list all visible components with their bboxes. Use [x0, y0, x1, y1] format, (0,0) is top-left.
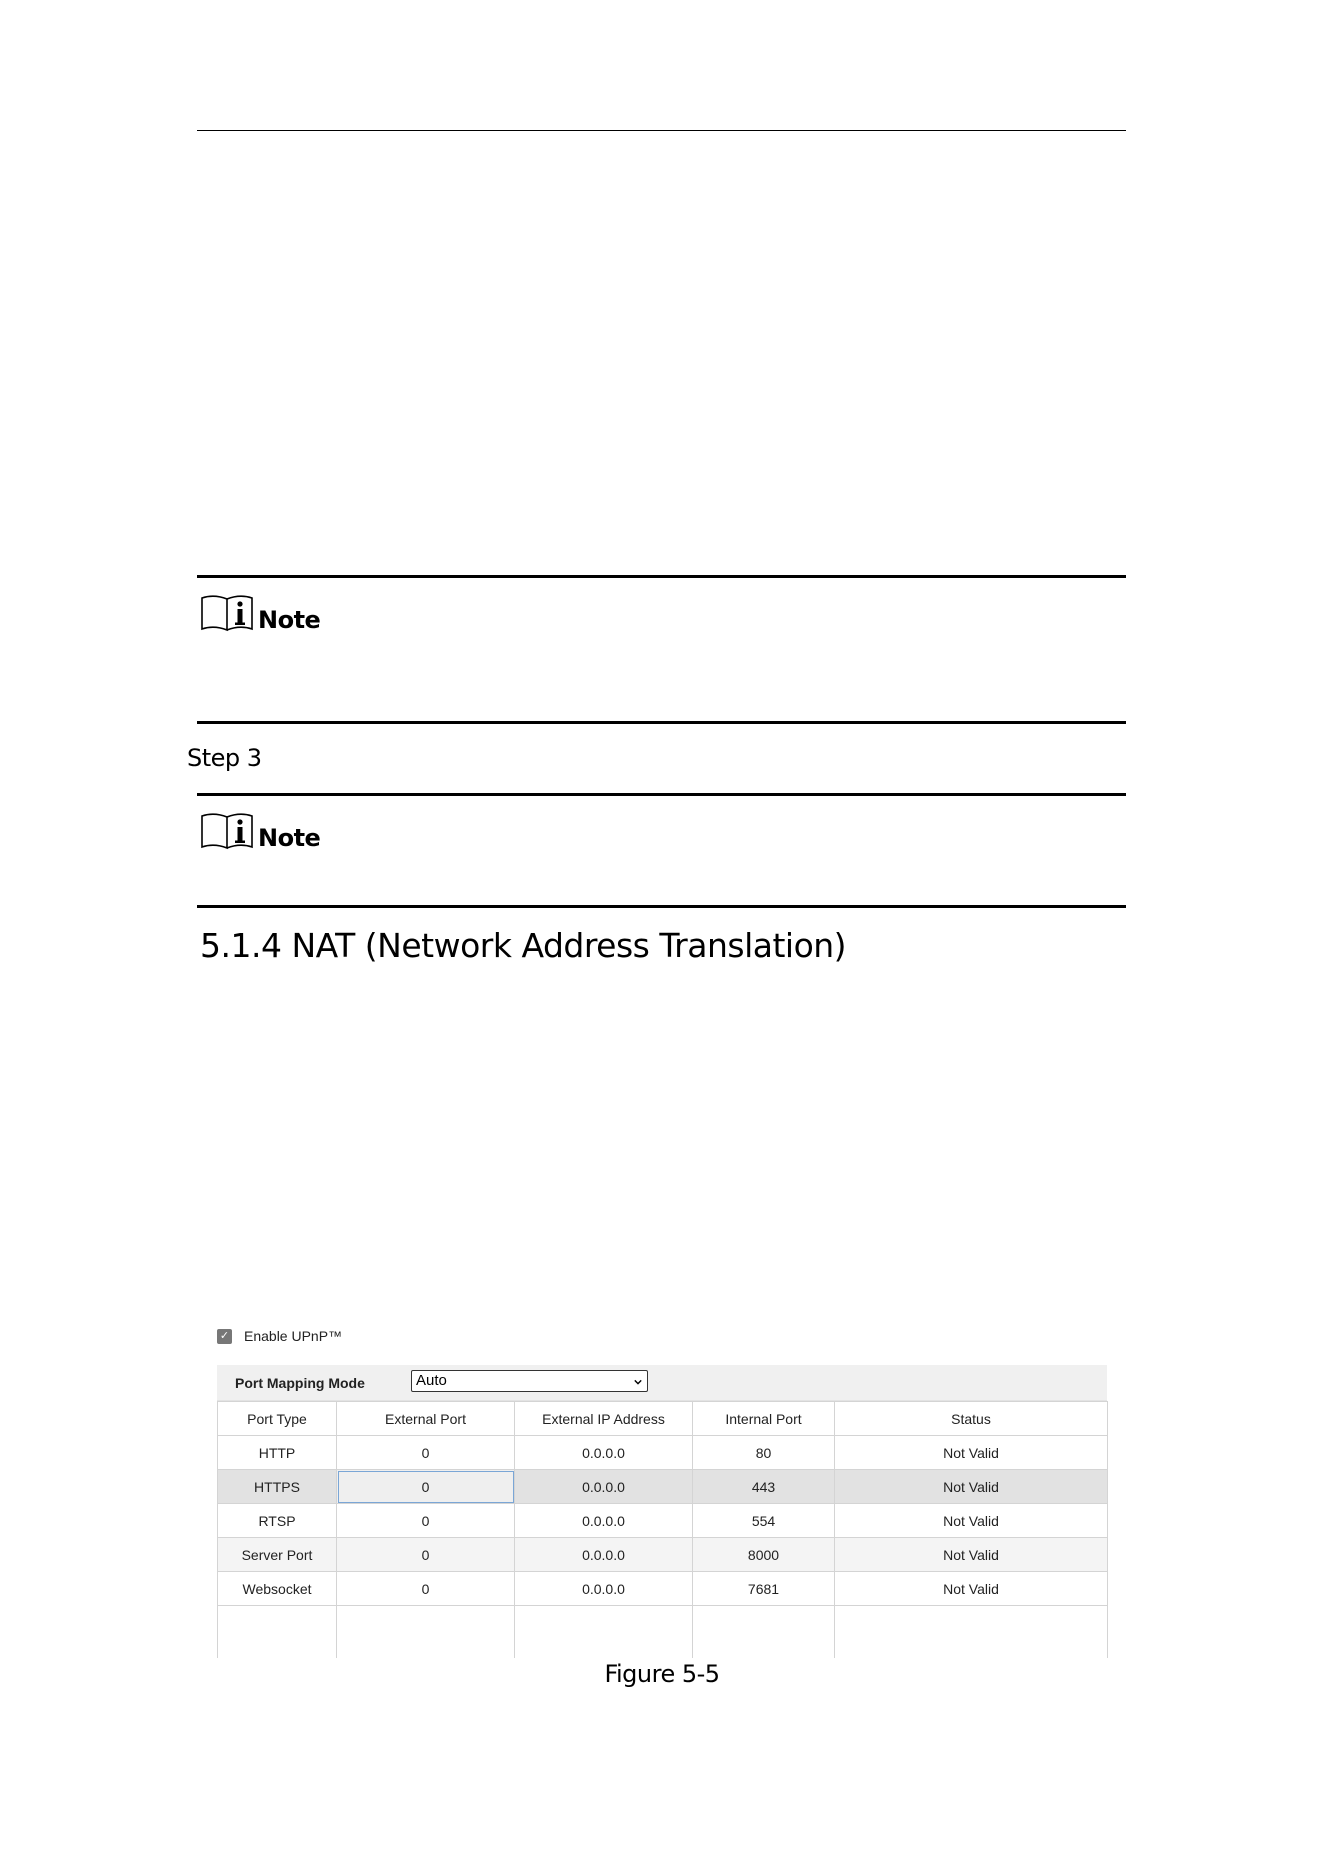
note-bottom-divider: [197, 721, 1126, 724]
port-type-cell: HTTPS: [218, 1470, 337, 1504]
book-info-icon: [200, 592, 256, 634]
status-cell: Not Valid: [835, 1538, 1108, 1572]
note-block: [200, 810, 460, 854]
table-header-row: [218, 1402, 1108, 1436]
column-header: Status: [835, 1402, 1108, 1436]
port-mapping-mode-value: Auto: [416, 1372, 447, 1389]
empty-cell: [337, 1606, 515, 1659]
status-cell: Not Valid: [835, 1436, 1108, 1470]
table-row[interactable]: [218, 1572, 1108, 1606]
status-cell: Not Valid: [835, 1572, 1108, 1606]
column-header: External Port: [337, 1402, 515, 1436]
enable-upnp-checkbox[interactable]: [217, 1329, 232, 1344]
note-bottom-divider: [197, 905, 1126, 908]
note-top-divider: [197, 575, 1126, 578]
enable-upnp-label: Enable UPnP™: [244, 1328, 343, 1344]
external-port-cell[interactable]: 0: [337, 1572, 515, 1606]
port-mapping-table: [217, 1401, 1108, 1658]
port-type-cell: RTSP: [218, 1504, 337, 1538]
internal-port-cell: 80: [693, 1436, 835, 1470]
table-row[interactable]: [218, 1538, 1108, 1572]
chevron-down-icon: [634, 1378, 642, 1386]
table-row[interactable]: [218, 1470, 1108, 1504]
enable-upnp-row[interactable]: [217, 1326, 342, 1346]
table-row[interactable]: [218, 1504, 1108, 1538]
empty-cell: [693, 1606, 835, 1659]
empty-cell: [835, 1606, 1108, 1659]
internal-port-cell: 443: [693, 1470, 835, 1504]
external-port-cell[interactable]: 0: [337, 1470, 515, 1504]
port-mapping-panel: [217, 1365, 1107, 1658]
note-label: Note: [258, 606, 321, 634]
internal-port-cell: 8000: [693, 1538, 835, 1572]
external-ip-cell: 0.0.0.0: [515, 1504, 693, 1538]
port-mapping-mode-label: Port Mapping Mode: [235, 1375, 365, 1391]
section-heading: 5.1.4 NAT (Network Address Translation): [200, 926, 847, 965]
port-mapping-mode-bar: [217, 1365, 1107, 1401]
external-ip-cell: 0.0.0.0: [515, 1538, 693, 1572]
column-header: Internal Port: [693, 1402, 835, 1436]
status-cell: Not Valid: [835, 1470, 1108, 1504]
status-cell: Not Valid: [835, 1504, 1108, 1538]
note-block: [200, 592, 460, 636]
port-type-cell: HTTP: [218, 1436, 337, 1470]
book-info-icon: [200, 810, 256, 852]
empty-cell: [515, 1606, 693, 1659]
external-port-cell[interactable]: 0: [337, 1436, 515, 1470]
port-type-cell: Server Port: [218, 1538, 337, 1572]
column-header: Port Type: [218, 1402, 337, 1436]
check-icon: ✓: [219, 1329, 230, 1342]
port-type-cell: Websocket: [218, 1572, 337, 1606]
external-ip-cell: 0.0.0.0: [515, 1436, 693, 1470]
column-header: External IP Address: [515, 1402, 693, 1436]
internal-port-cell: 554: [693, 1504, 835, 1538]
header-divider: [197, 130, 1126, 131]
internal-port-cell: 7681: [693, 1572, 835, 1606]
external-port-cell[interactable]: 0: [337, 1538, 515, 1572]
step-label: Step 3: [187, 744, 262, 772]
figure-caption: Figure 5-5: [604, 1660, 720, 1688]
note-label: Note: [258, 824, 321, 852]
table-row[interactable]: [218, 1436, 1108, 1470]
port-mapping-mode-select[interactable]: [411, 1370, 648, 1392]
empty-cell: [218, 1606, 337, 1659]
external-port-cell[interactable]: 0: [337, 1504, 515, 1538]
note-top-divider: [197, 793, 1126, 796]
external-ip-cell: 0.0.0.0: [515, 1470, 693, 1504]
empty-table-row: [218, 1606, 1108, 1659]
external-ip-cell: 0.0.0.0: [515, 1572, 693, 1606]
